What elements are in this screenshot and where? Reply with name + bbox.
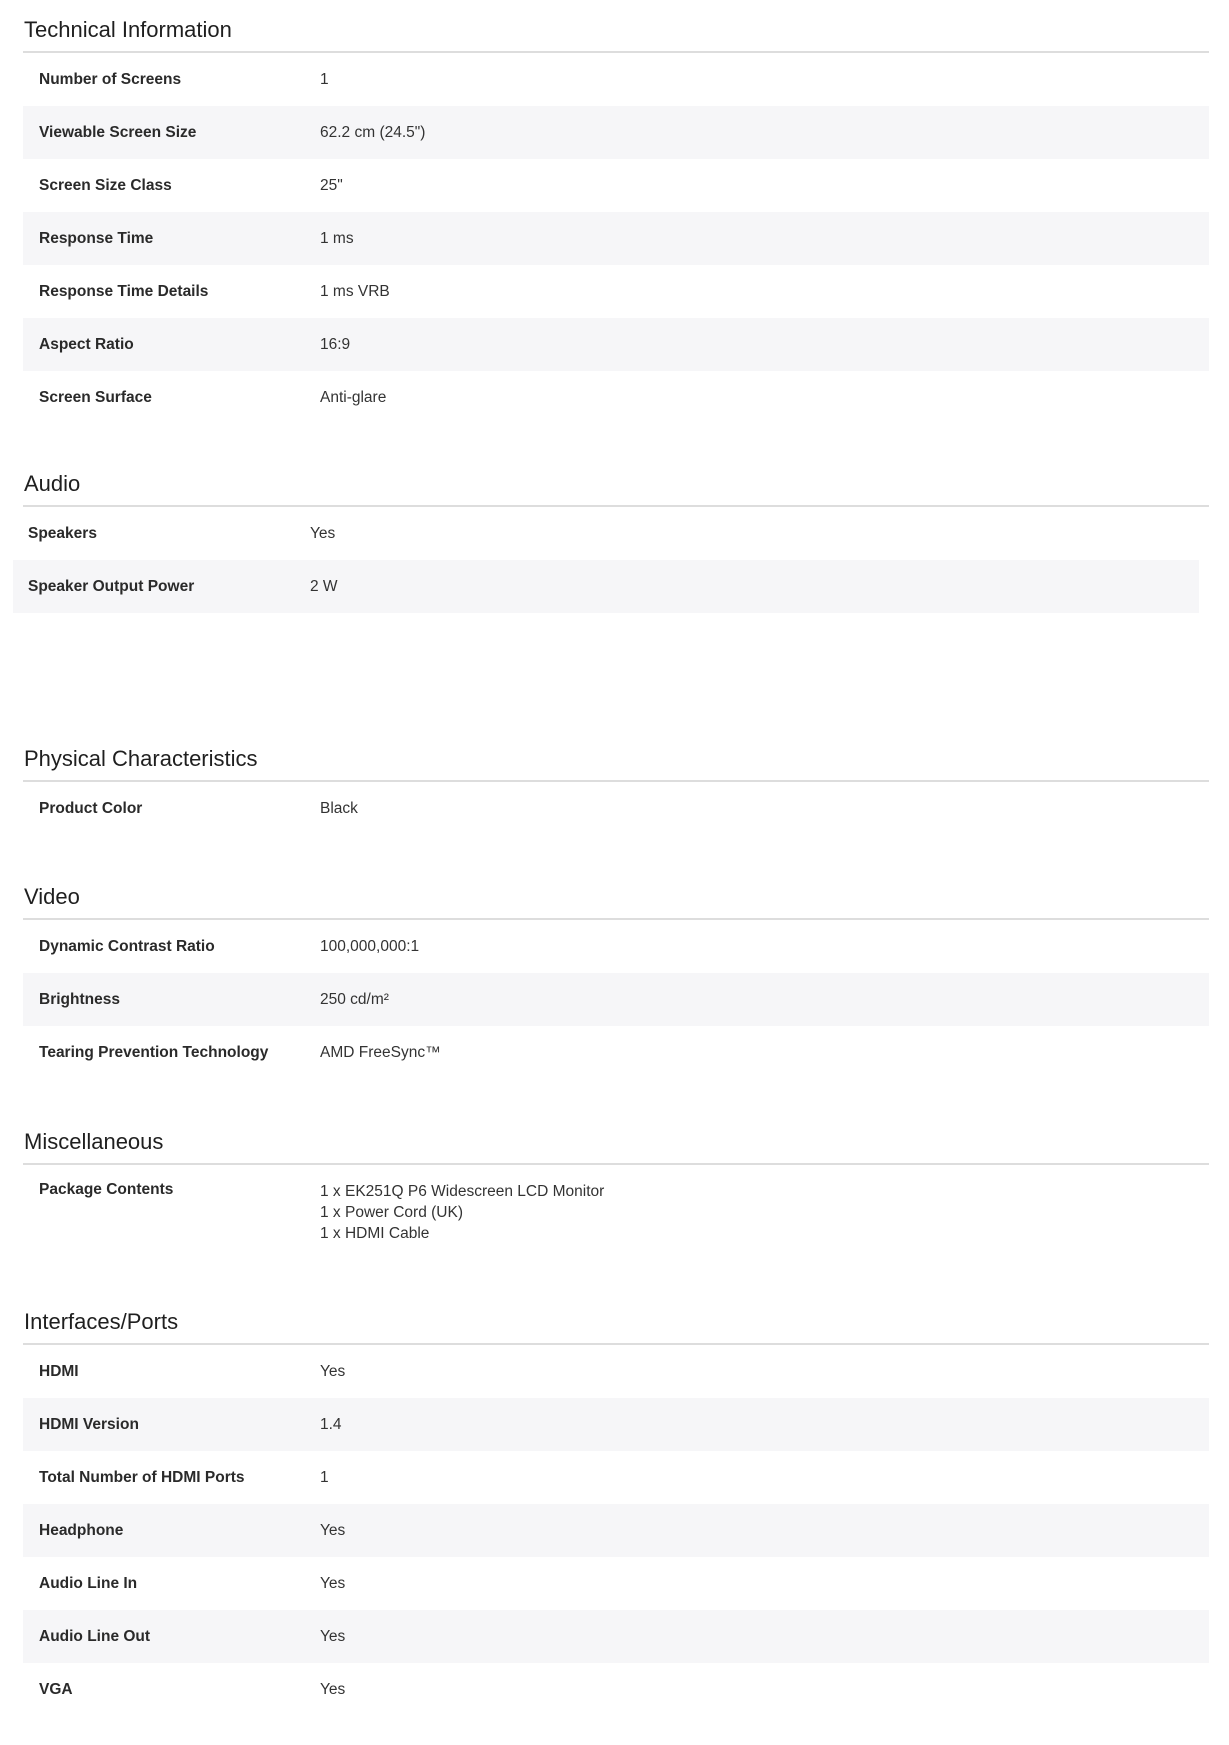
spec-label: HDMI bbox=[39, 1362, 79, 1380]
section-miscellaneous bbox=[23, 1127, 1209, 1253]
spec-label: Brightness bbox=[39, 990, 120, 1008]
spec-value: 62.2 cm (24.5") bbox=[320, 123, 426, 141]
spec-row-response-time bbox=[23, 212, 1209, 265]
spec-row-speaker-output-power bbox=[13, 560, 1199, 613]
section-title: Interfaces/Ports bbox=[24, 1309, 179, 1334]
spec-row-tearing-prevention-technology bbox=[23, 1026, 1209, 1079]
spec-value: 1 bbox=[320, 1468, 329, 1486]
spec-row-screen-size-class bbox=[23, 159, 1209, 212]
spec-label: Response Time bbox=[39, 229, 154, 247]
spec-row-screen-surface bbox=[23, 371, 1209, 424]
spec-value: Yes bbox=[320, 1362, 346, 1380]
spec-label: Audio Line In bbox=[39, 1574, 138, 1592]
spec-row-vga bbox=[23, 1663, 1209, 1716]
section-audio bbox=[23, 469, 1209, 613]
spec-value: 1 ms bbox=[320, 229, 354, 247]
section-video bbox=[23, 882, 1209, 1079]
spec-row-aspect-ratio bbox=[23, 318, 1209, 371]
spec-row-speakers bbox=[13, 507, 1199, 560]
spec-value: 100,000,000:1 bbox=[320, 937, 420, 955]
spec-row-viewable-screen-size bbox=[23, 106, 1209, 159]
package-item: 1 x EK251Q P6 Widescreen LCD Monitor bbox=[320, 1183, 605, 1200]
spec-value: Yes bbox=[310, 524, 336, 542]
section-title: Miscellaneous bbox=[24, 1129, 164, 1154]
spec-value: 16:9 bbox=[320, 335, 351, 353]
spec-row-hdmi-version bbox=[23, 1398, 1209, 1451]
spec-row-hdmi bbox=[23, 1345, 1209, 1398]
section-physical-characteristics bbox=[23, 744, 1209, 835]
spec-value: Anti-glare bbox=[320, 388, 387, 406]
spec-label: Tearing Prevention Technology bbox=[39, 1043, 269, 1061]
package-item: 1 x Power Cord (UK) bbox=[320, 1204, 463, 1221]
spec-label: Response Time Details bbox=[39, 282, 209, 300]
spec-value: Black bbox=[320, 799, 358, 817]
spec-value: Yes bbox=[320, 1574, 346, 1592]
spec-value: 1 bbox=[320, 70, 329, 88]
spec-row-product-color bbox=[23, 782, 1209, 835]
section-interfaces-ports bbox=[23, 1307, 1209, 1716]
spec-value: Yes bbox=[320, 1627, 346, 1645]
spec-label: Product Color bbox=[39, 799, 143, 817]
spec-row-headphone bbox=[23, 1504, 1209, 1557]
spec-label: Dynamic Contrast Ratio bbox=[39, 937, 215, 955]
spec-label: Speaker Output Power bbox=[28, 577, 195, 595]
section-title: Audio bbox=[24, 471, 81, 496]
spec-label: Number of Screens bbox=[39, 70, 182, 88]
spec-value: Yes bbox=[320, 1521, 346, 1539]
section-title: Physical Characteristics bbox=[24, 746, 258, 771]
spec-label: Speakers bbox=[28, 524, 97, 542]
spec-row-total-hdmi-ports bbox=[23, 1451, 1209, 1504]
spec-label: Aspect Ratio bbox=[39, 335, 134, 353]
spec-label: Screen Size Class bbox=[39, 176, 172, 194]
spec-label: Viewable Screen Size bbox=[39, 123, 197, 141]
spec-label: Total Number of HDMI Ports bbox=[39, 1468, 245, 1486]
spec-label: Screen Surface bbox=[39, 388, 152, 406]
package-item: 1 x HDMI Cable bbox=[320, 1225, 430, 1242]
spec-label: VGA bbox=[39, 1680, 73, 1698]
spec-label: Package Contents bbox=[39, 1181, 174, 1198]
spec-row-audio-line-out bbox=[23, 1610, 1209, 1663]
spec-value: 1.4 bbox=[320, 1415, 342, 1433]
spec-value: 2 W bbox=[310, 577, 338, 595]
spec-label: HDMI Version bbox=[39, 1415, 139, 1433]
section-technical-information bbox=[23, 15, 1209, 424]
spec-value: AMD FreeSync™ bbox=[320, 1043, 441, 1061]
spec-row-response-time-details bbox=[23, 265, 1209, 318]
spec-label: Headphone bbox=[39, 1521, 124, 1539]
spec-row-audio-line-in bbox=[23, 1557, 1209, 1610]
spec-label: Audio Line Out bbox=[39, 1627, 151, 1645]
spec-row-brightness bbox=[23, 973, 1209, 1026]
spec-value: Yes bbox=[320, 1680, 346, 1698]
spec-value: 25" bbox=[320, 176, 343, 194]
spec-row-dynamic-contrast-ratio bbox=[23, 920, 1209, 973]
section-title: Video bbox=[24, 884, 80, 909]
spec-row-number-of-screens bbox=[23, 53, 1209, 106]
spec-value: 1 ms VRB bbox=[320, 282, 390, 300]
spec-value: 250 cd/m² bbox=[320, 990, 389, 1008]
spec-row-package-contents bbox=[23, 1165, 1209, 1253]
spec-value-list bbox=[320, 1181, 604, 1244]
section-title: Technical Information bbox=[24, 17, 232, 42]
